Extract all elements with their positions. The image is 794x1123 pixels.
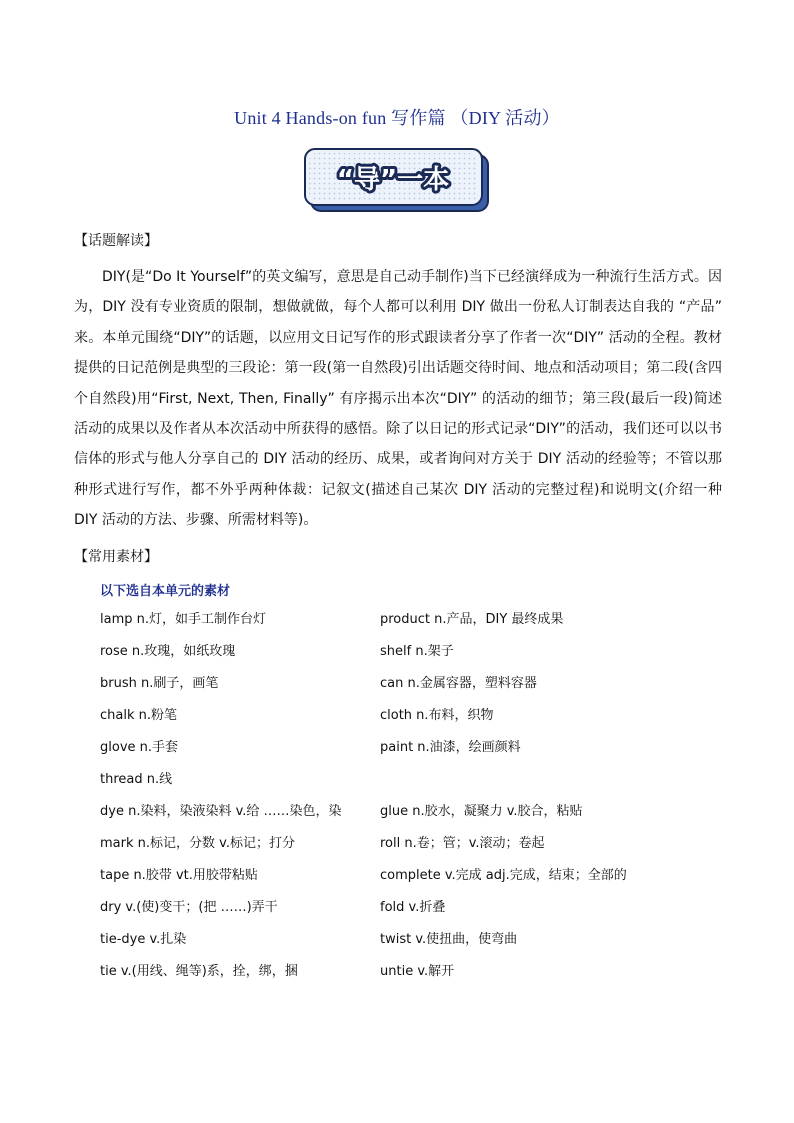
vocab-row	[100, 860, 740, 892]
vocab-row	[100, 892, 740, 924]
vocab-term: tie-dye v.扎染	[100, 932, 187, 947]
vocab-term: paint n.油漆，绘画颜料	[380, 740, 521, 755]
materials-heading: 【常用素材】	[74, 549, 158, 565]
vocab-term: thread n.线	[100, 772, 173, 787]
vocab-term: can n.金属容器，塑料容器	[380, 676, 537, 691]
vocab-term: glue n.胶水，凝聚力 v.胶合，粘贴	[380, 804, 583, 819]
vocab-term: rose n.玫瑰，如纸玫瑰	[100, 644, 236, 659]
topic-paragraph	[74, 262, 722, 536]
vocab-row	[100, 604, 740, 636]
vocab-row	[100, 636, 740, 668]
vocab-row	[100, 956, 740, 988]
vocab-term: complete v.完成 adj.完成，结束；全部的	[380, 868, 627, 883]
vocab-term: dry v.(使)变干；(把 ……)弄干	[100, 900, 278, 915]
vocab-term: product n.产品，DIY 最终成果	[380, 612, 564, 627]
vocab-term: brush n.刷子，画笔	[100, 676, 219, 691]
vocab-term: cloth n.布料，织物	[380, 708, 494, 723]
vocab-term: mark n.标记，分数 v.标记；打分	[100, 836, 295, 851]
vocab-row	[100, 700, 740, 732]
topic-paragraph-text: DIY(是“Do It Yourself”的英文编写，意思是自己动手制作)当下已经演绎成为一种流行生活方式。因为，DIY 没有专业资质的限制，想做就做，每个人都可以利用 DIY 做出一份私人订制表达自我的 “产品” 来。本单元围绕“DIY”的话题，以应用文日记写作的形式跟读者分享了作者一次“DIY” 活动的全程。教材提供的日记范例是典型的三段论：第一段(第一自然段)引出话题交待时间、地点和活动项目；第二段(含四个自然段)用“First, Next, Then, Finally” 有序揭示出本次“DIY” 的活动的细节；第三段(最后一段)简述活动的成果以及作者从本次活动中所获得的感悟。除了以日记的形式记录“DIY”的活动，我们还可以以书信体的形式与他人分享自己的 DIY 活动的经历、成果，或者询问对方关于 DIY 活动的经验等；不管以那种形式进行写作，都不外乎两种体裁：记叙文(描述自己某次 DIY 活动的完整过程)和说明文(介绍一种 DIY 活动的方法、步骤、所需材料等)。	[74, 269, 722, 529]
vocab-term: tape n.胶带 vt.用胶带粘贴	[100, 868, 258, 883]
topic-heading: 【话题解读】	[74, 233, 158, 249]
vocab-term: lamp n.灯，如手工制作台灯	[100, 612, 266, 627]
vocab-term: chalk n.粉笔	[100, 708, 177, 723]
vocab-row	[100, 828, 740, 860]
vocab-row	[100, 764, 740, 796]
banner-text: “导”一本	[336, 165, 450, 195]
vocab-term: dye n.染料，染液染料 v.给 ……染色，染	[100, 804, 342, 819]
vocab-term: fold v.折叠	[380, 900, 446, 915]
guide-banner	[302, 146, 492, 214]
vocab-term: untie v.解开	[380, 964, 455, 979]
vocab-term: twist v.使扭曲，使弯曲	[380, 932, 518, 947]
vocab-row	[100, 924, 740, 956]
materials-subheading: 以下选自本单元的素材	[100, 584, 231, 599]
vocab-list	[100, 604, 740, 988]
vocab-row	[100, 668, 740, 700]
vocab-term: shelf n.架子	[380, 644, 454, 659]
vocab-row	[100, 732, 740, 764]
vocab-term: roll n.卷；管；v.滚动；卷起	[380, 836, 545, 851]
page-title: Unit 4 Hands-on fun 写作篇 （DIY 活动）	[234, 108, 560, 128]
vocab-row	[100, 796, 740, 828]
vocab-term: glove n.手套	[100, 740, 179, 755]
banner-graphic	[302, 146, 492, 214]
vocab-term: tie v.(用线、绳等)系，拴，绑，捆	[100, 964, 298, 979]
